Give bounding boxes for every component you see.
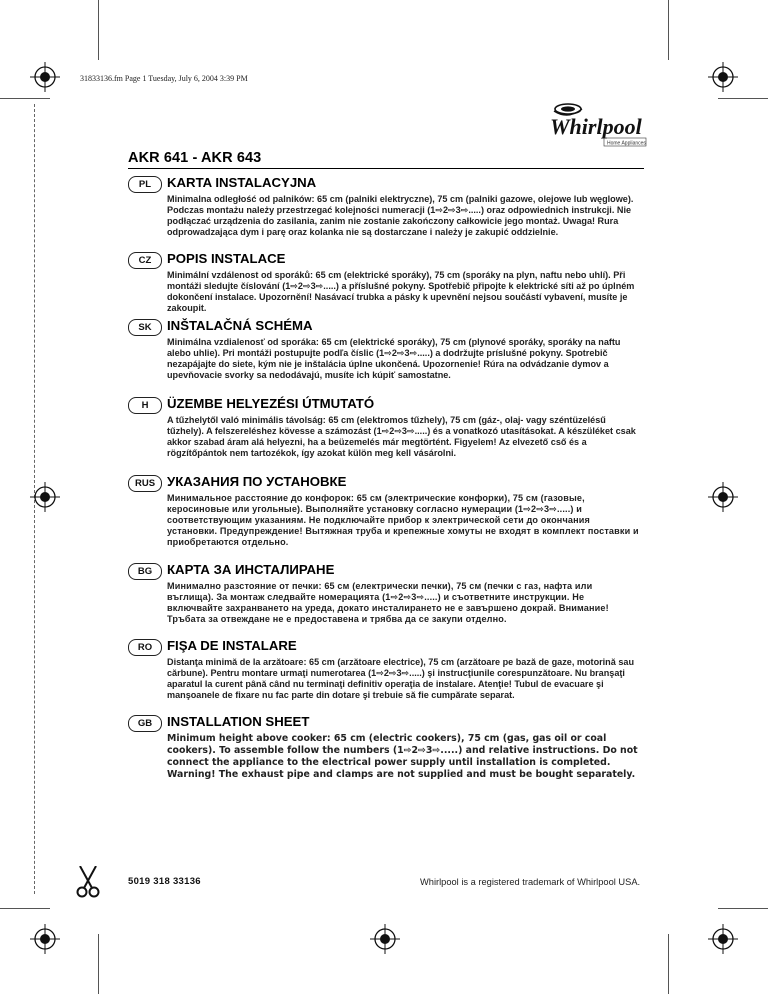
section-heading: INŠTALAČNÁ SCHÉMA bbox=[167, 318, 313, 333]
whirlpool-logo-icon bbox=[548, 98, 658, 150]
language-badge: RUS bbox=[128, 475, 162, 492]
language-badge: BG bbox=[128, 563, 162, 580]
registration-mark-icon bbox=[708, 62, 738, 92]
title-divider bbox=[128, 168, 644, 169]
logo-tagline: Home Appliances bbox=[607, 140, 646, 147]
section-heading: КАРТА ЗА ИНСТАЛИРАНЕ bbox=[167, 562, 335, 577]
trim-line bbox=[98, 934, 99, 994]
section-body: Минимальное расстояние до конфорок: 65 см (электрические конфорки), 75 см (газовые, керосиновые или угольные). Выполняйте установку согласно нумерации (1⇨2⇨3⇨.....) и соответствующим указаниям. Не подключайте прибор к электрической сети до окончания установки. Предупреждение! Вытяжная труба и крепежные хомуты не входят в комплект поставки и приобретаются отдельно. bbox=[167, 493, 639, 547]
trim-line bbox=[0, 908, 50, 909]
scissors-icon bbox=[76, 866, 100, 903]
trim-line bbox=[668, 934, 669, 994]
registration-mark-icon bbox=[708, 924, 738, 954]
section-heading: POPIS INSTALACE bbox=[167, 251, 286, 266]
language-badge: CZ bbox=[128, 252, 162, 269]
trim-line bbox=[98, 0, 99, 60]
section-body: A tűzhelytől való minimális távolság: 65 cm (elektromos tűzhely), 75 cm (gáz-, olaj- vagy széntüzelésű tűzhely). A felszereléshez kövesse a számozást (1⇨2⇨3⇨.....) és a vonatkozó utasításokat. A készüléket csak akkor szabad áram alá helyezni, ha a beüzemelés már megtörtént. Figyelem! Az elvezető cső és a rögzítőpántok nem tartozékok, így azokat külön meg kell vásárolni. bbox=[167, 415, 636, 458]
section-body: Distanţa minimă de la arzătoare: 65 cm (arzătoare electrice), 75 cm (arzătoare pe bază de gaze, motorină sau cărbune). Pentru montare urmaţi numerotarea (1⇨2⇨3⇨.....) şi instrucţiunile corespunzătoare. Nu branşaţi aparatul la curent până când nu terminaţi definitiv operaţia de instalare. Atenţie! Tubul de evacuare şi manşoanele de fixare nu fac parte din dotare şi trebuie să fie cumpărate separat. bbox=[167, 657, 634, 700]
section-body: Minimální vzdálenost od sporáků: 65 cm (elektrické sporáky), 75 cm (sporáky na plyn, naftu nebo uhlí). Při montáži sledujte číslování (1⇨2⇨3⇨.....) a příslušné pokyny. Spotřebič připojte k elektrické síti až po úplném dokončení instalace. Upozornění! Nasávací trubka a pásky k upevnění nejsou součástí vybavení, musíte je zakoupit. bbox=[167, 270, 635, 313]
language-badge: H bbox=[128, 397, 162, 414]
registration-mark-icon bbox=[30, 924, 60, 954]
document-title: AKR 641 - AKR 643 bbox=[128, 150, 262, 166]
registration-mark-icon bbox=[370, 924, 400, 954]
trim-line bbox=[0, 98, 50, 99]
logo-text: Whirlpool bbox=[550, 114, 642, 139]
section-heading: FIŞA DE INSTALARE bbox=[167, 638, 297, 653]
registration-mark-icon bbox=[708, 482, 738, 512]
trademark-notice: Whirlpool is a registered trademark of Whirlpool USA. bbox=[420, 877, 641, 887]
language-badge: SK bbox=[128, 319, 162, 336]
registration-mark-icon bbox=[30, 482, 60, 512]
trim-line bbox=[718, 908, 768, 909]
section-heading: ÜZEMBE HELYEZÉSI ÚTMUTATÓ bbox=[167, 396, 375, 411]
language-badge: PL bbox=[128, 176, 162, 193]
trim-line bbox=[718, 98, 768, 99]
section-body: Minimalna odległość od palników: 65 cm (palniki elektryczne), 75 cm (palniki gazowe, olejowe lub węglowe). Podczas montażu należy przestrzegać kolejności numeracji (1⇨2⇨3⇨.....) oraz odpowiednich instrukcji. Nie podłączać urządzenia do zasilania, zanim nie zostanie zakończony całkowicie jego montaż. Uwaga! Rura odprowadzająca dym i parę oraz kolanka nie są dostarczane i należy je zakupić oddzielnie. bbox=[167, 194, 634, 237]
language-badge: RO bbox=[128, 639, 162, 656]
section-body: Minimum height above cooker: 65 cm (electric cookers), 75 cm (gas, gas oil or coal cookers). To assemble follow the numbers (1⇨2⇨3⇨.....) and relative instructions. Do not connect the appliance to the electrical power supply until installation is completed. Warning! The exhaust pipe and clamps are not supplied and must be bought separately. bbox=[167, 733, 638, 780]
document-code: 5019 318 33136 bbox=[128, 876, 201, 887]
print-header: 31833136.fm Page 1 Tuesday, July 6, 2004 3:39 PM bbox=[80, 74, 248, 83]
section-body: Минимално разстояние от печки: 65 см (електрически печки), 75 см (печки с газ, нафта или въглища). За монтаж следвайте номерацията (1⇨2⇨3⇨.....) и съответните инструкции. Не включвайте захранването на уреда, докато инсталирането не е завършено докрай. Внимание! Тръбата за отвеждане не е предоставена и трябва да се закупи отделно. bbox=[167, 581, 609, 624]
trim-line bbox=[668, 0, 669, 60]
language-badge: GB bbox=[128, 715, 162, 732]
section-body: Minimálna vzdialenosť od sporáka: 65 cm (elektrické sporáky), 75 cm (plynové sporáky, sporáky na naftu alebo uhlie). Pri montáži postupujte podľa číslic (1⇨2⇨3⇨.....) a dodržujte príslušné pokyny. Spotrebič nezapájajte do siete, kým nie je inštalácia úplne ukončená. Upozornenie! Rúra na odvádzanie dymov a upevňovacie svorky sa nedodávajú, musíte ich kúpiť samostatne. bbox=[167, 337, 621, 380]
registration-mark-icon bbox=[30, 62, 60, 92]
section-heading: УКАЗАНИЯ ПО УСТАНОВКЕ bbox=[167, 474, 347, 489]
section-heading: KARTA INSTALACYJNA bbox=[167, 175, 317, 190]
section-heading: INSTALLATION SHEET bbox=[167, 714, 310, 729]
